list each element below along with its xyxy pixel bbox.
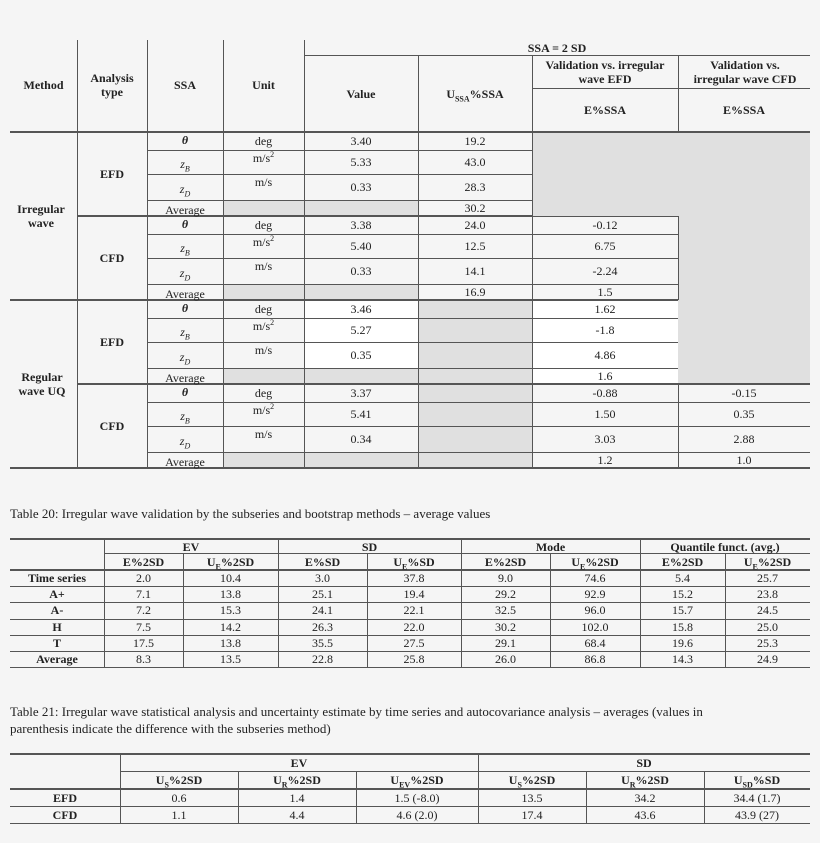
table20-cell: 92.9: [584, 587, 606, 601]
zb-symbol: $z_B$: [180, 409, 190, 426]
unit-cell: m/s: [254, 427, 273, 441]
zd-symbol: $z_D$: [179, 350, 191, 367]
table20-sub-header: E%2SD: [661, 555, 704, 569]
ussa-cell: 30.2: [464, 201, 486, 215]
theta-symbol: θ: [181, 301, 189, 315]
table20-cell: 22.1: [403, 603, 425, 617]
table20-cell: 7.1: [136, 587, 151, 601]
unit-cell: $m/s^2$: [252, 402, 275, 417]
unit-cell: deg: [254, 134, 273, 148]
table20-sub-header: E%2SD: [484, 555, 527, 569]
validation-efd-cell: -1.8: [595, 323, 615, 337]
header-ssa-2sd: SSA = 2 SD: [527, 41, 587, 55]
table20-cell: 29.2: [495, 587, 516, 601]
table20-cell: 7.5: [136, 620, 151, 634]
table21-sub-header: $U_S\%2SD$: [508, 773, 556, 790]
value-cell: 5.33: [350, 155, 372, 169]
value-cell: 3.46: [350, 302, 372, 316]
unit-cell: m/s: [254, 259, 273, 273]
shade-cfd-irregular-validation-cfd: [678, 216, 810, 384]
validation-efd-cell: 1.2: [597, 453, 613, 467]
table21-cell: 17.4: [521, 808, 543, 822]
unit-cell: $m/s^2$: [252, 234, 275, 249]
ssa-cell: Average: [165, 371, 205, 385]
table20-cell: 2.0: [136, 571, 151, 585]
table20-cell: 14.3: [672, 652, 693, 666]
table21-group-header: SD: [636, 756, 652, 770]
table20-cell: 13.8: [220, 587, 241, 601]
table21-cell: 4.4: [289, 808, 305, 822]
table21-cell: 4.6 (2.0): [396, 808, 438, 822]
table20-cell: 26.0: [495, 652, 516, 666]
ssa-cell: [147, 182, 223, 199]
zd-symbol: $z_D$: [179, 434, 191, 451]
table21-sub-header: $U_S\%2SD$: [155, 773, 203, 790]
table20-cell: 3.0: [315, 571, 330, 585]
value-cell: 5.40: [350, 239, 372, 253]
table20-cell: 29.1: [495, 636, 516, 650]
table21-cell: 13.5: [521, 791, 543, 805]
table20-cell: 86.8: [584, 652, 606, 666]
table21-sub-header: $U_R\%2SD$: [273, 773, 321, 790]
zd-symbol: $z_D$: [179, 182, 191, 199]
analysis-regular-cfd: CFD: [99, 419, 125, 433]
table20-cell: 35.5: [312, 636, 333, 650]
validation-efd-cell: 1.5: [597, 285, 613, 299]
table21-cell: 34.4 (1.7): [733, 791, 781, 805]
table20-cell: 15.7: [672, 603, 693, 617]
validation-efd-cell: 1.62: [594, 302, 616, 316]
ssa-cell: [147, 385, 223, 399]
table20-cell: 10.4: [220, 571, 241, 585]
table20-cell: 37.8: [403, 571, 425, 585]
theta-symbol: θ: [181, 133, 189, 147]
table21-group-header: EV: [290, 756, 308, 770]
validation-efd-cell: 1.50: [594, 407, 616, 421]
zb-symbol: $z_B$: [180, 241, 190, 258]
theta-symbol: θ: [181, 217, 189, 231]
table20-row-label: H: [52, 620, 62, 634]
table20-cell: 74.6: [584, 571, 606, 585]
table20-cell: 13.8: [220, 636, 241, 650]
value-cell: 0.33: [350, 264, 372, 278]
table20-cell: 96.0: [584, 603, 606, 617]
unit-cell: m/s: [254, 175, 273, 189]
table20-caption: Table 20: Irregular wave validation by the subseries and bootstrap methods – average values: [10, 506, 491, 521]
table21-sub-header: $U_{SD}\%SD$: [733, 773, 781, 790]
table20-row-label: A+: [49, 587, 65, 601]
table20-cell: 22.0: [403, 620, 425, 634]
shade-regular-efd-average: [223, 368, 418, 384]
ussa-cell: 28.3: [464, 180, 486, 194]
table20-cell: 68.4: [584, 636, 606, 650]
ssa-cell: [147, 133, 223, 147]
analysis-irregular-cfd: CFD: [99, 251, 125, 265]
table20-sub-header: $U_E\%2SD$: [743, 555, 792, 572]
table20-cell: 7.2: [136, 603, 151, 617]
table20-cell: 15.3: [220, 603, 241, 617]
table20-cell: 25.7: [757, 571, 778, 585]
ssa-cell: Average: [165, 455, 205, 469]
table20-cell: 32.5: [495, 603, 516, 617]
validation-cfd-cell: -0.15: [731, 386, 757, 400]
theta-symbol: θ: [181, 385, 189, 399]
value-cell: 0.34: [350, 432, 372, 446]
ussa-cell: 43.0: [464, 155, 486, 169]
ssa-cell: [147, 217, 223, 231]
table20-cell: 24.9: [757, 652, 778, 666]
table20-cell: 25.8: [403, 652, 425, 666]
table20-cell: 14.2: [220, 620, 241, 634]
ussa-cell: 19.2: [464, 134, 486, 148]
table21-row-label: EFD: [53, 791, 77, 805]
table21-cell: 0.6: [171, 791, 187, 805]
table20-cell: 19.6: [672, 636, 693, 650]
value-cell: 5.27: [350, 323, 372, 337]
validation-efd-cell: 6.75: [594, 239, 616, 253]
table20-cell: 24.5: [757, 603, 778, 617]
table20-cell: 22.8: [312, 652, 333, 666]
table20-cell: 30.2: [495, 620, 516, 634]
table21-row-label: CFD: [52, 808, 78, 822]
table20-group-header: Mode: [535, 540, 566, 554]
validation-efd-cell: -2.24: [592, 264, 618, 278]
unit-cell: deg: [254, 218, 273, 232]
table20-cell: 17.5: [133, 636, 154, 650]
method-irregular-wave: Irregular wave: [17, 202, 65, 230]
unit-cell: $m/s^2$: [252, 150, 275, 165]
table21-cell: 43.9 (27): [735, 808, 779, 822]
table21-sub-header: $U_{EV}\%2SD$: [390, 773, 444, 790]
ussa-cell: 14.1: [464, 264, 486, 278]
header-analysis-type: Analysis type: [90, 71, 134, 99]
table20-sub-header: E%SD: [304, 555, 341, 569]
table20-cell: 5.4: [675, 571, 690, 585]
table20-cell: 8.3: [136, 652, 151, 666]
header-e-ssa-efd: E%SSA: [583, 103, 627, 117]
unit-cell: m/s: [254, 343, 273, 357]
unit-cell: deg: [254, 386, 273, 400]
value-cell: 5.41: [350, 407, 372, 421]
table20-sub-header: E%2SD: [122, 555, 165, 569]
shade-regular-cfd-average: [223, 452, 418, 468]
table20-cell: 19.4: [403, 587, 425, 601]
table20-cell: 25.3: [757, 636, 778, 650]
header-method: Method: [23, 78, 64, 92]
table20-cell: 23.8: [757, 587, 778, 601]
table20-cell: 9.0: [498, 571, 513, 585]
header-validation-efd: Validation vs. irregular wave EFD: [545, 58, 665, 86]
analysis-regular-efd: EFD: [100, 335, 124, 349]
header-value: Value: [346, 87, 376, 101]
validation-efd-cell: -0.12: [592, 218, 618, 232]
ssa-cell: [147, 266, 223, 283]
table20-row-label: A-: [50, 603, 64, 617]
value-cell: 3.38: [350, 218, 372, 232]
header-validation-cfd: Validation vs. irregular wave CFD: [693, 58, 797, 86]
value-cell: 3.37: [350, 386, 372, 400]
ssa-cell: Average: [165, 287, 205, 301]
ssa-cell: [147, 350, 223, 367]
ssa-cell: [147, 241, 223, 258]
value-cell: 0.35: [350, 348, 372, 362]
table21-cell: 34.2: [634, 791, 656, 805]
header-ussa: $U_{SSA}\%SSA$: [446, 87, 504, 104]
table20-row-label: Time series: [27, 571, 87, 585]
validation-efd-cell: 1.6: [597, 369, 613, 383]
table21-cell: 1.1: [171, 808, 187, 822]
validation-efd-cell: -0.88: [592, 386, 618, 400]
table20-row-label: T: [52, 636, 61, 650]
table21-caption-line2: parenthesis indicate the difference with the subseries method): [10, 721, 331, 736]
analysis-irregular-efd: EFD: [100, 167, 124, 181]
zb-symbol: $z_B$: [180, 325, 190, 342]
validation-cfd-cell: 0.35: [733, 407, 755, 421]
table20-cell: 27.5: [403, 636, 425, 650]
validation-efd-cell: 3.03: [594, 432, 616, 446]
header-e-ssa-cfd: E%SSA: [722, 103, 766, 117]
ussa-cell: 12.5: [464, 239, 486, 253]
table21-cell: 1.4: [289, 791, 305, 805]
validation-efd-cell: 4.86: [594, 348, 616, 362]
zb-symbol: $z_B$: [180, 157, 190, 174]
table21-cell: 43.6: [634, 808, 656, 822]
table20-sub-header: $U_E\%2SD$: [206, 555, 255, 572]
header-ssa: SSA: [173, 78, 196, 92]
table20-cell: 13.5: [220, 652, 241, 666]
zd-symbol: $z_D$: [179, 266, 191, 283]
ssa-cell: [147, 157, 223, 174]
table20-cell: 25.1: [312, 587, 333, 601]
table20-cell: 25.0: [757, 620, 778, 634]
table20-sub-header: $U_E\%2SD$: [571, 555, 619, 572]
table21-sub-header: $U_R\%2SD$: [621, 773, 669, 790]
ssa-cell: [147, 409, 223, 426]
table20-cell: 24.1: [312, 603, 333, 617]
validation-cfd-cell: 2.88: [733, 432, 755, 446]
table20-group-header: Quantile funct. (avg.): [670, 540, 780, 554]
table21-cell: 1.5 (-8.0): [394, 791, 440, 805]
table20-cell: 15.8: [672, 620, 693, 634]
table20-cell: 15.2: [672, 587, 693, 601]
ssa-cell: [147, 434, 223, 451]
table20-cell: 26.3: [312, 620, 333, 634]
method-regular-wave: Regular wave UQ: [18, 370, 66, 398]
table20-sub-header: $U_E\%SD$: [393, 555, 435, 572]
table20-group-header: EV: [182, 540, 200, 554]
table20-cell: 102.0: [581, 620, 609, 634]
ssa-cell: [147, 325, 223, 342]
shade-irregular-cfd-average: [223, 284, 418, 300]
unit-cell: $m/s^2$: [252, 318, 275, 333]
value-cell: 0.33: [350, 180, 372, 194]
shade-irregular-efd-average: [223, 200, 418, 216]
value-cell: 3.40: [350, 134, 372, 148]
table20-group-header: SD: [361, 540, 378, 554]
validation-cfd-cell: 1.0: [736, 453, 752, 467]
header-unit: Unit: [252, 78, 275, 92]
ssa-cell: [147, 301, 223, 315]
ussa-cell: 16.9: [464, 285, 486, 299]
unit-cell: deg: [254, 302, 273, 316]
table21-caption-line1: Table 21: Irregular wave statistical analysis and uncertainty estimate by time series and autocovariance analysis – averages (values in: [10, 704, 703, 719]
table20-row-label: Average: [36, 652, 78, 666]
shade-efd-irregular-validation: [532, 132, 810, 216]
ssa-cell: Average: [165, 203, 205, 217]
ussa-cell: 24.0: [464, 218, 486, 232]
